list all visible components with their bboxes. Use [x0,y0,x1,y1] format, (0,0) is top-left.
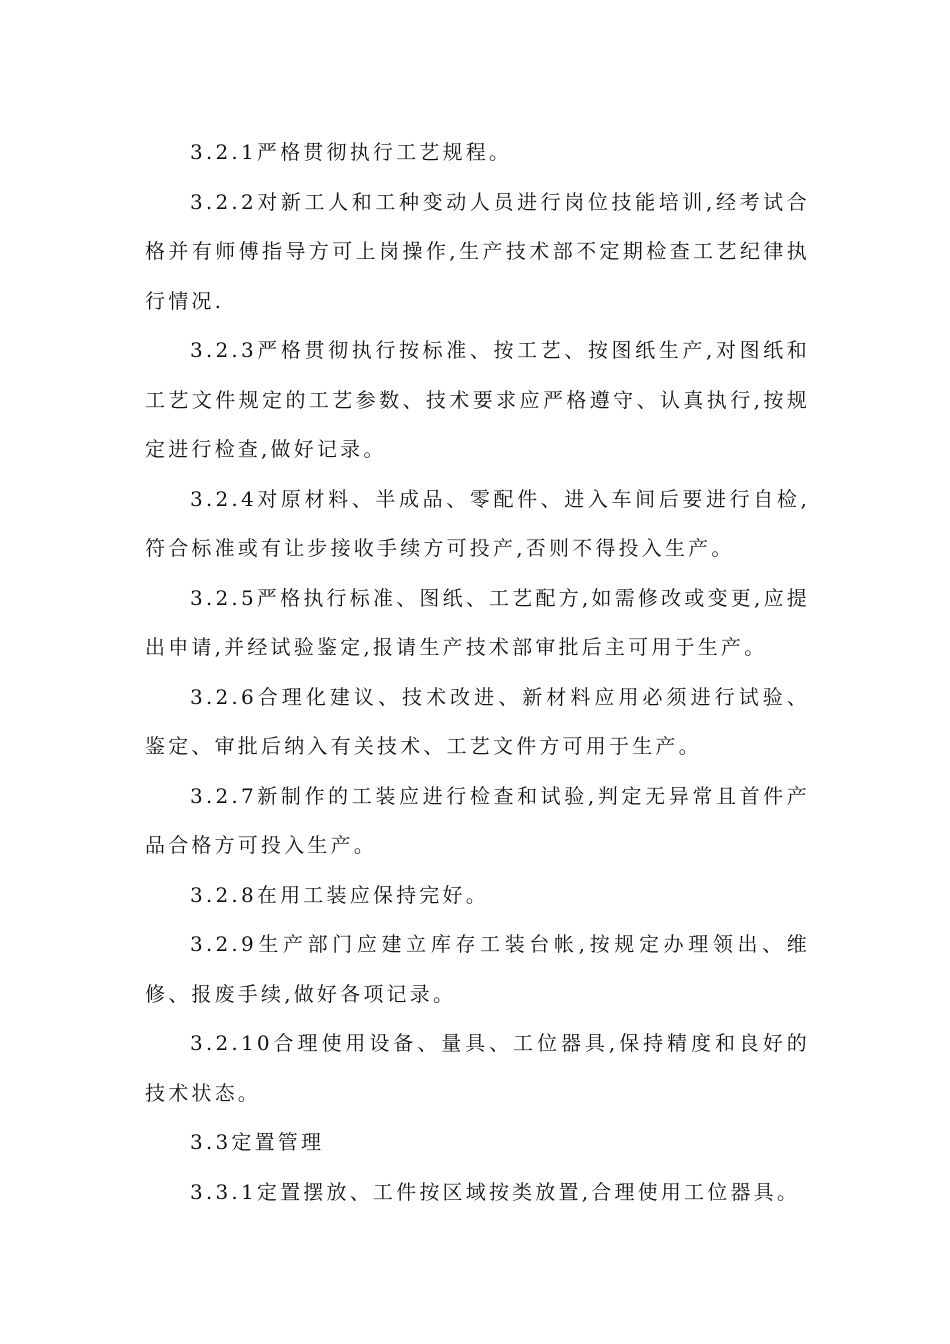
paragraph-3-2-1: 3.2.1严格贯彻执行工艺规程。 [190,140,513,164]
paragraph-3-2-2: 3.2.2对新工人和工种变动人员进行岗位技能培训,经考试合格并有师傅指导方可上岗操作,生产技术部不定期检查工艺纪律执行情况. [145,189,810,313]
paragraph-3-2-5: 3.2.5严格执行标准、图纸、工艺配方,如需修改或变更,应提出申请,并经试验鉴定,报请生产技术部审批后主可用于生产。 [145,585,810,659]
paragraph-3-2-8: 3.2.8在用工装应保持完好。 [190,882,489,907]
paragraph-3-3-1: 3.3.1定置摆放、工件按区域按类放置,合理使用工位器具。 [190,1179,801,1204]
document-body [145,128,810,1217]
paragraph-3-2-9: 3.2.9生产部门应建立库存工装台帐,按规定办理领出、维修、报废手续,做好各项记录。 [145,932,810,1006]
paragraph-3-2-3: 3.2.3严格贯彻执行按标准、按工艺、按图纸生产,对图纸和工艺文件规定的工艺参数、技术要求应严格遵守、认真执行,按规定进行检查,做好记录。 [145,338,810,461]
paragraph-3-2-10: 3.2.10合理使用设备、量具、工位器具,保持精度和良好的技术状态。 [145,1031,810,1105]
paragraph-3-2-4: 3.2.4对原材料、半成品、零配件、进入车间后要进行自检,符合标准或有让步接收手续方可投产,否则不得投入生产。 [145,486,810,560]
paragraph-3-2-7: 3.2.7新制作的工装应进行检查和试验,判定无异常且首件产品合格方可投入生产。 [145,783,810,857]
section-heading-3-3: 3.3定置管理 [190,1130,325,1154]
paragraph-3-2-6: 3.2.6合理化建议、技术改进、新材料应用必须进行试验、鉴定、审批后纳入有关技术、工艺文件方可用于生产。 [145,684,810,758]
